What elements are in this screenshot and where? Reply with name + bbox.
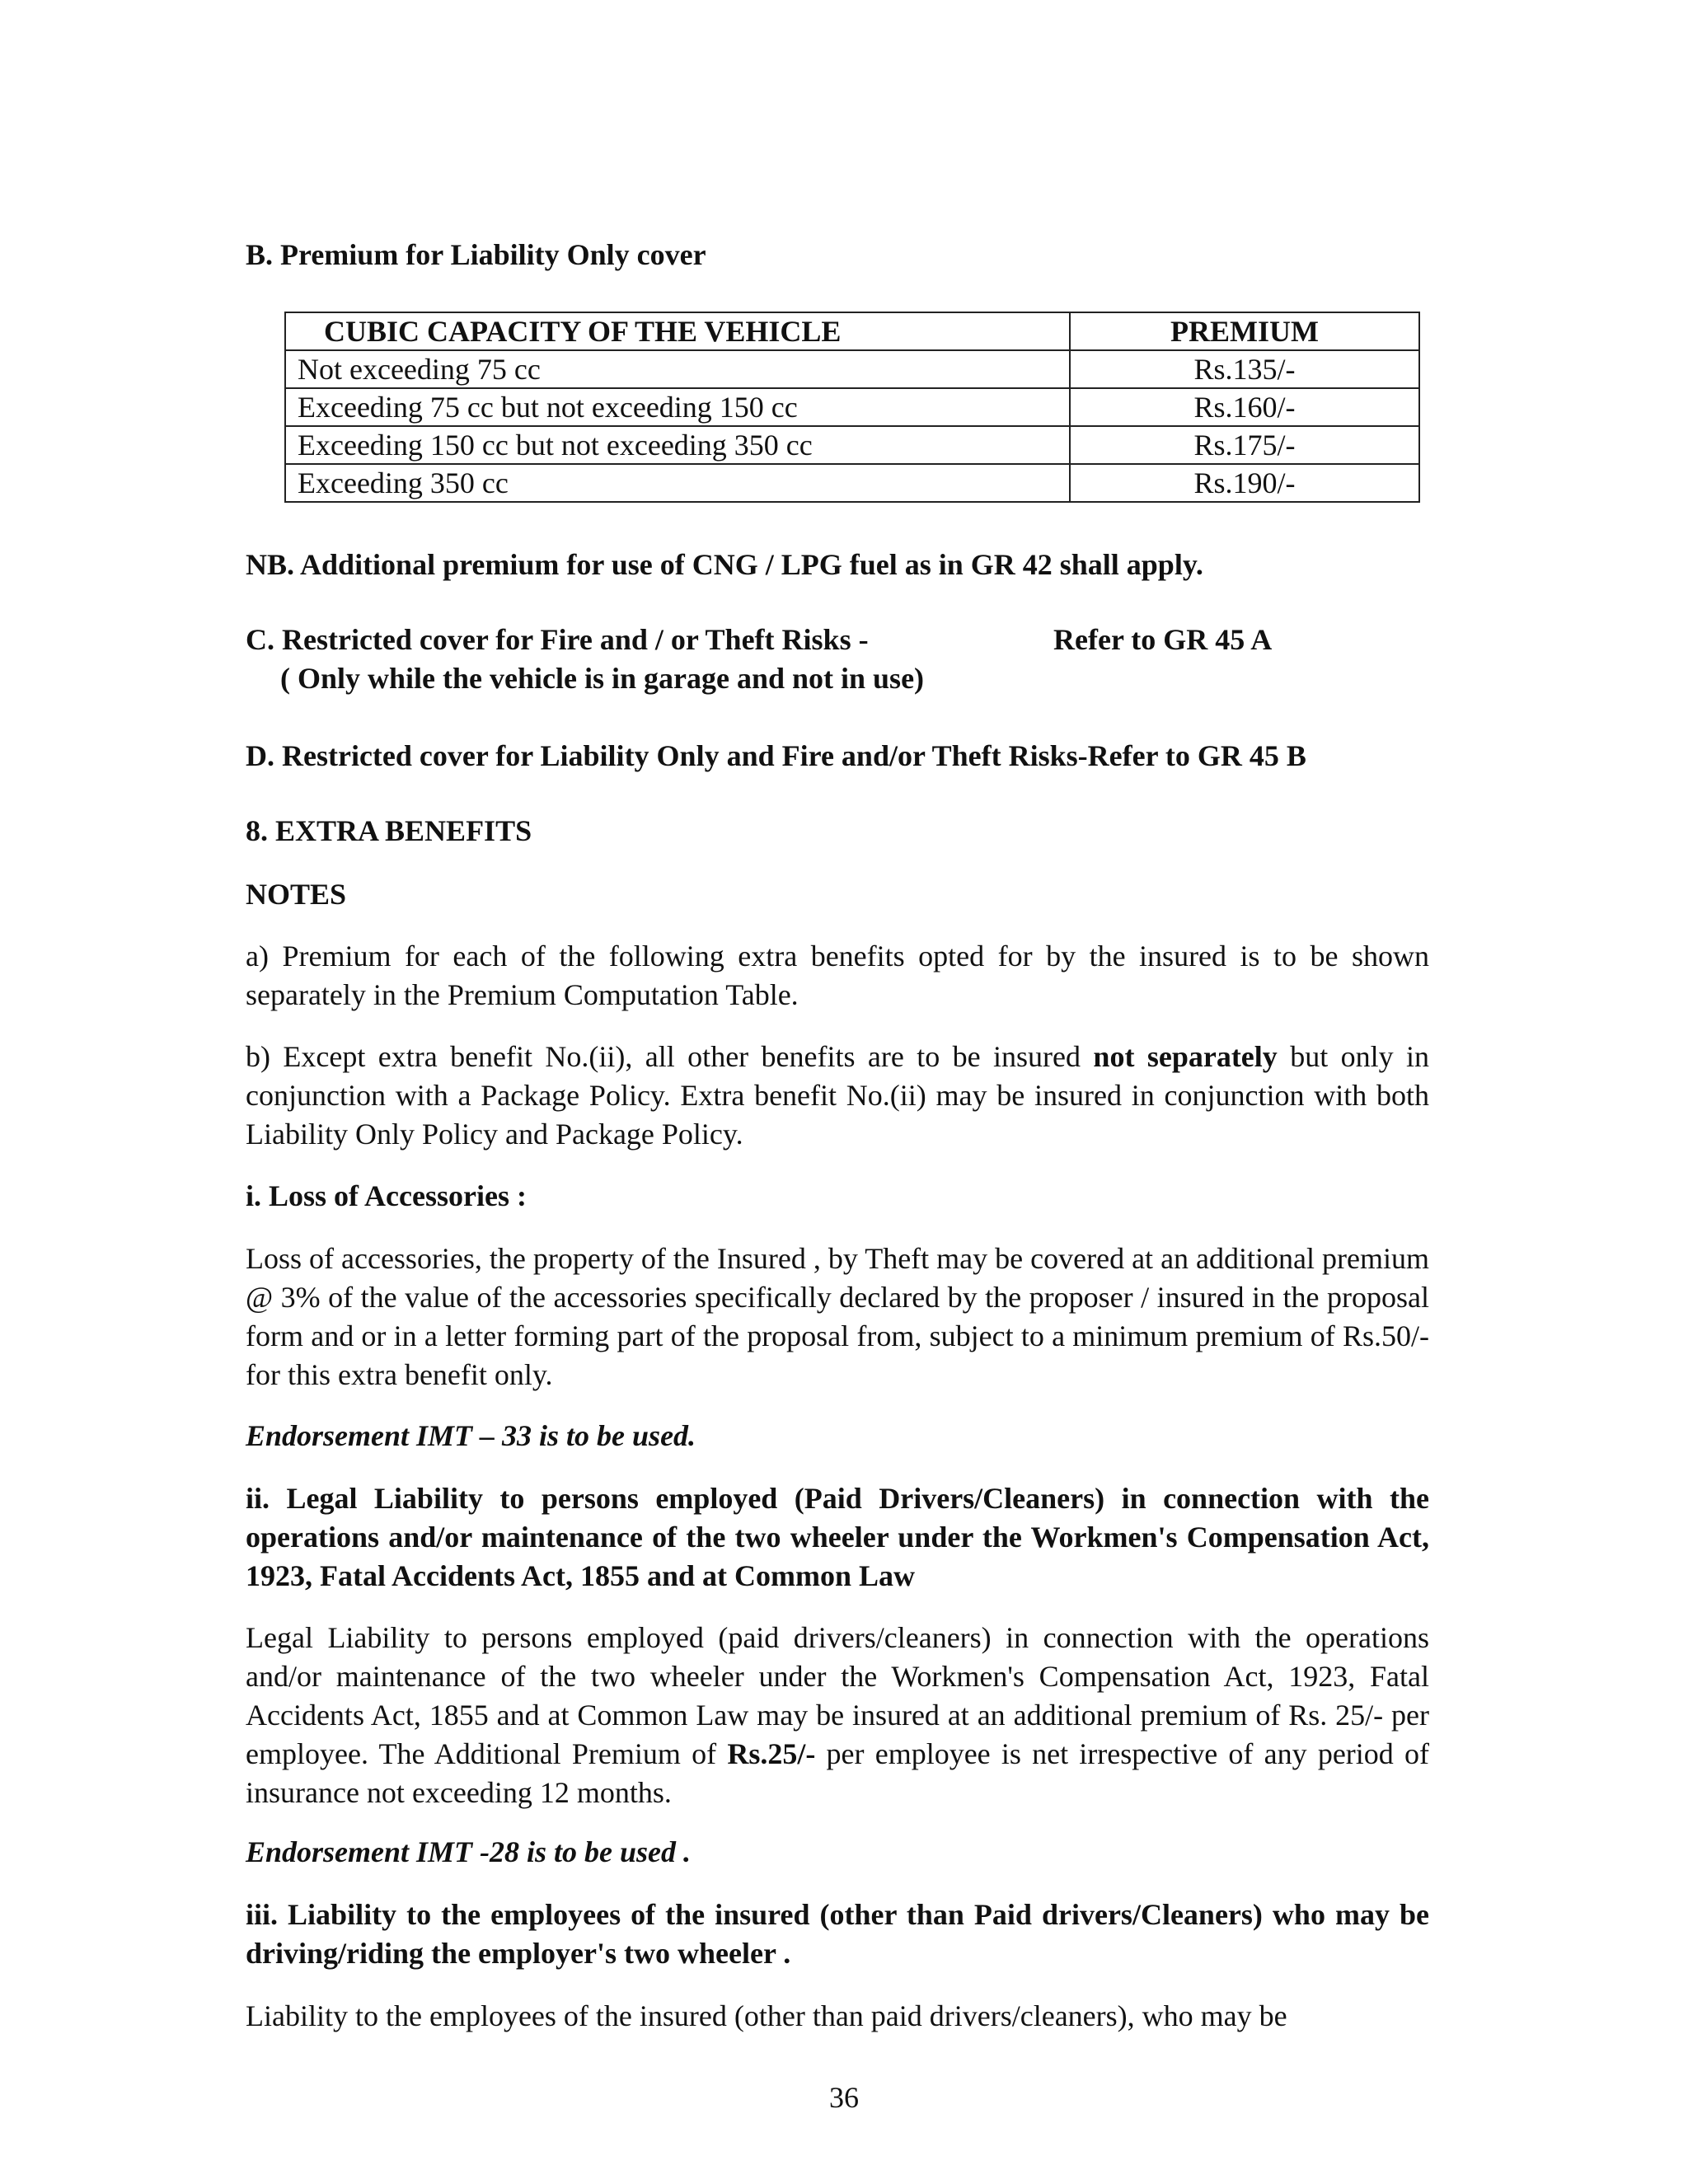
page-number: 36 (829, 2081, 859, 2114)
note-b-emphasis: not separately (1093, 1040, 1278, 1073)
note-b-text-cont: but only in conjunction with a Package Policy. Extra benefit No.(ii) may be insured in conjunction with both Liability Only Policy and Package Policy. (246, 1040, 1429, 1151)
item-ii-heading: ii. Legal Liability to persons employed (Paid Drivers/Cleaners) in connection with the operations and/or maintenance of the two wheeler under the Workmen's Compensation Act, 1923, Fatal Accidents Act, 1855 and at Common Law (246, 1482, 1429, 1592)
table-row (285, 426, 1419, 464)
notes-heading: NOTES (246, 878, 347, 911)
item-ii-body (246, 1619, 1429, 1812)
item-ii-endorsement: Endorsement IMT -28 is to be used . (246, 1835, 692, 1868)
section-c-title: C. Restricted cover for Fire and / or Theft Risks - (246, 623, 869, 656)
item-iii-heading: iii. Liability to the employees of the insured (other than Paid drivers/Cleaners) who may be driving/riding the employer's two wheeler . (246, 1898, 1429, 1970)
premium-cell: Rs.160/- (1070, 388, 1419, 426)
premium-cell: Rs.175/- (1070, 426, 1419, 464)
capacity-cell: Exceeding 150 cc but not exceeding 350 cc (285, 426, 1070, 464)
item-i-endorsement: Endorsement IMT – 33 is to be used. (246, 1419, 696, 1452)
nb-note: NB. Additional premium for use of CNG / LPG fuel as in GR 42 shall apply. (246, 548, 1203, 581)
item-ii-body-emphasis: Rs.25/- (727, 1737, 816, 1770)
section-8-title: 8. EXTRA BENEFITS (246, 814, 532, 847)
section-b-title: B. Premium for Liability Only cover (246, 238, 706, 271)
table-header-row (285, 312, 1419, 350)
header-premium: PREMIUM (1070, 312, 1419, 350)
item-ii-body-text-cont: per employee is net irrespective of any period of insurance not exceeding 12 months. (246, 1737, 1429, 1809)
section-c-note: ( Only while the vehicle is in garage and not in use) (280, 662, 925, 695)
item-iii-body: Liability to the employees of the insured (other than paid drivers/cleaners), who may be (246, 1999, 1287, 2032)
capacity-cell: Exceeding 75 cc but not exceeding 150 cc (285, 388, 1070, 426)
note-b (246, 1038, 1429, 1154)
table-row (285, 464, 1419, 502)
capacity-cell: Not exceeding 75 cc (285, 350, 1070, 388)
table-row (285, 350, 1419, 388)
note-b-text: b) Except extra benefit No.(ii), all other benefits are to be insured (246, 1040, 1094, 1073)
table-row (285, 388, 1419, 426)
item-i-body: Loss of accessories, the property of the Insured , by Theft may be covered at an additional premium @ 3% of the value of the accessories specifically declared by the proposer / insured in the proposal form and or in a letter forming part of the proposal from, subject to a minimum premium of Rs.50/- for this extra benefit only. (246, 1242, 1429, 1391)
item-ii-body-text: Legal Liability to persons employed (paid drivers/cleaners) in connection with the operations and/or maintenance of the two wheeler under the Workmen's Compensation Act, 1923, Fatal Accidents Act, 1855 and at Common Law may be insured at an additional premium of Rs. 25/- per employee. The Additional Premium of (246, 1621, 1429, 1770)
capacity-cell: Exceeding 350 cc (285, 464, 1070, 502)
note-a: a) Premium for each of the following extra benefits opted for by the insured is to be shown separately in the Premium Computation Table. (246, 940, 1429, 1011)
section-d-title: D. Restricted cover for Liability Only and Fire and/or Theft Risks-Refer to GR 45 B (246, 739, 1306, 772)
section-c-ref: Refer to GR 45 A (1053, 623, 1273, 656)
header-cubic-capacity: CUBIC CAPACITY OF THE VEHICLE (285, 312, 1070, 350)
premium-cell: Rs.135/- (1070, 350, 1419, 388)
premium-cell: Rs.190/- (1070, 464, 1419, 502)
item-i-heading: i. Loss of Accessories : (246, 1179, 527, 1212)
premium-table (284, 312, 1420, 503)
